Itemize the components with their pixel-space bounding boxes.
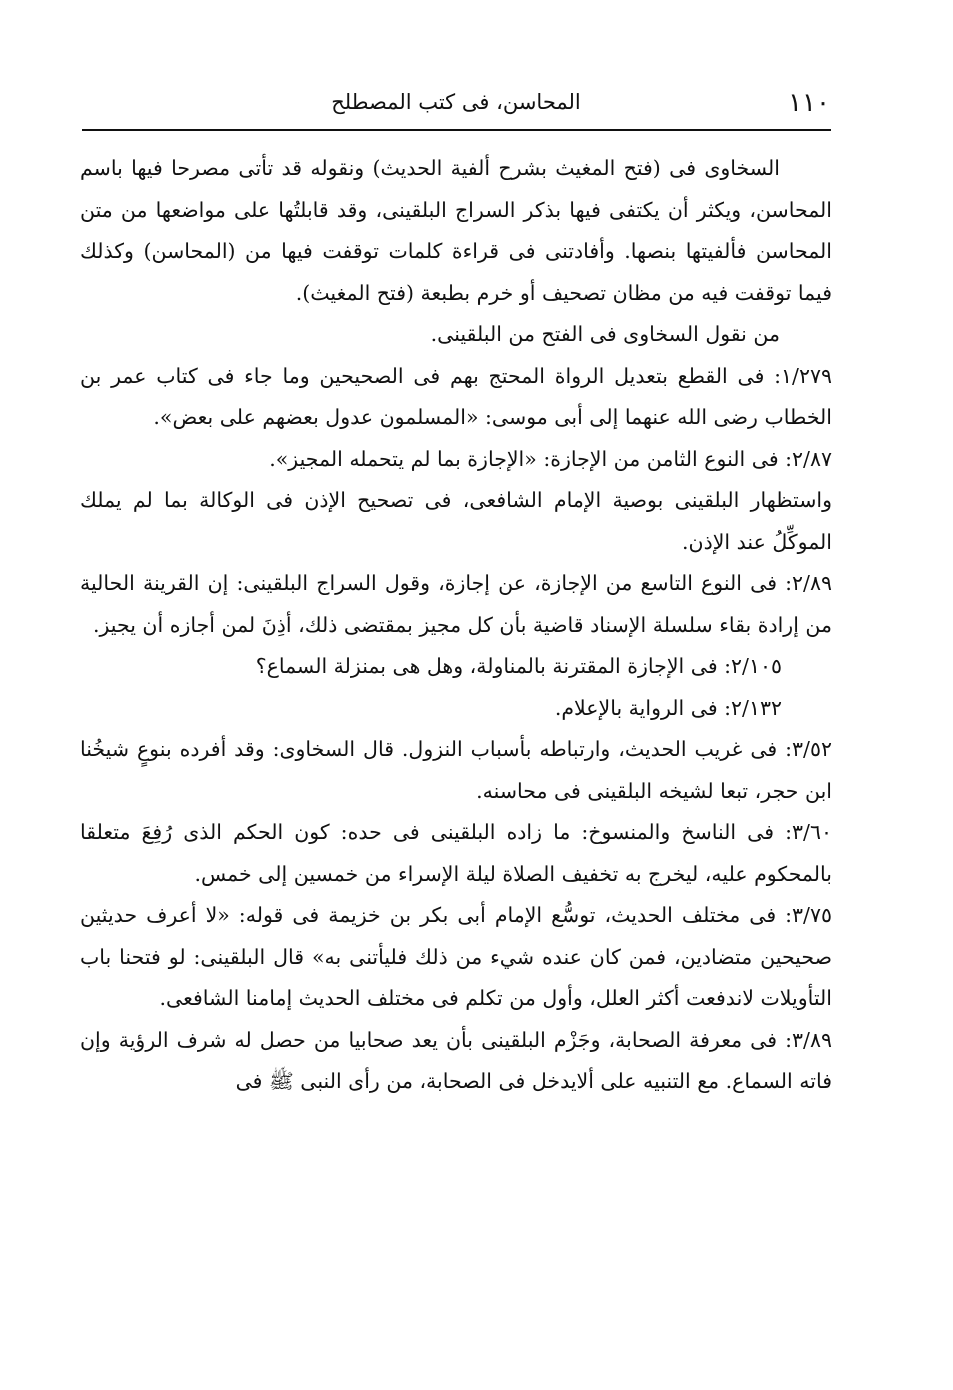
entry-3-52: ٣/٥٢: فى غريب الحديث، وارتباطه بأسباب النزول. قال السخاوى: وقد أفرده بنوعٍ شيخُنا ابن حجر، تبعا لشيخه البلقينى فى محاسنه. (80, 737, 832, 803)
entry-2-132: ٢/١٣٢: فى الرواية بالإعلام. (554, 695, 782, 720)
running-title: المحاسن، فى كتب المصطلح (331, 90, 581, 114)
page-header (82, 82, 830, 128)
entry-2-87-continuation: واستظهار البلقينى بوصية الإمام الشافعى، فى تصحيح الإذن فى الوكالة بما لم يملك الموكِّلُ عند الإذن. (80, 488, 832, 554)
header-divider (82, 129, 831, 131)
entry-2-89: ٢/٨٩: فى النوع التاسع من الإجازة، عن إجازة، وقول السراج البلقينى: إن القرينة الحالية من إرادة بقاء سلسلة الإسناد قاضية بأن كل مجيز بمقتضى ذلك، أذِنَ لمن أجازه أن يجيز. (80, 571, 832, 637)
entry-2-105: ٢/١٠٥: فى الإجازة المقترنة بالمناولة، وهل هى بمنزلة السماع؟ (255, 654, 782, 678)
paragraph-intro: السخاوى فى (فتح المغيث بشرح ألفية الحديث) ونقوله قد تأتى مصرحا فيها باسم المحاسن، ويكثر أن يكتفى فيها بذكر السراج البلقينى، وقد قابلتُها على مواضعها من متن المحاسن فألفيتها بنصها. وأفادتنى فى قراءة كلمات توقفت فيها من (المحاسن) وكذلك فيما توقفت فيه من مظان تصحيف أو خرم بطبعة (فتح المغيث). (80, 156, 832, 305)
paragraph-section-heading: من نقول السخاوى فى الفتح من البلقينى. (430, 322, 780, 346)
entry-3-89: ٣/٨٩: فى معرفة الصحابة، وجَزْم البلقينى بأن يعد صحابيا من حصل له شرف الرؤية وإن فاته السماع. مع التنبيه على ألايدخل فى الصحابة، من رأى النبى ﷺ فى (80, 1027, 832, 1093)
entry-3-60: ٣/٦٠: فى الناسخ والمنسوخ: ما زاده البلقينى فى حده: كون الحكم الذى رُفِعَ متعلقا بالمحكوم عليه، ليخرج به تخفيف الصلاة ليلة الإسراء من خمسين إلى خمس. (80, 820, 832, 886)
entry-3-75: ٣/٧٥: فى مختلف الحديث، توسُّع الإمام أبى بكر بن خزيمة فى قوله: «لا أعرف حديثين صحيحين متضادين، فمن كان عنده شيء من ذلك فليأتنى به» قال البلقينى: لو فتحنا باب التأويلات لاندفعت أكثر العلل، وأول من تكلم فى مختلف الحديث إمامنا الشافعى. (80, 903, 832, 1010)
entry-2-87: ٢/٨٧: فى النوع الثامن من الإجازة: «الإجازة بما لم يتحمله المجيز». (269, 446, 832, 471)
entry-1-279: ١/٢٧٩: فى القطع بتعديل الرواة المحتج بهم فى الصحيحين وما جاء فى كتاب عمر بن الخطاب رضى الله عنهما إلى أبى موسى: «المسلمون عدول بعضهم على بعض». (80, 363, 832, 429)
page-number: ١١٠ (788, 88, 830, 118)
page-body (80, 148, 832, 1103)
